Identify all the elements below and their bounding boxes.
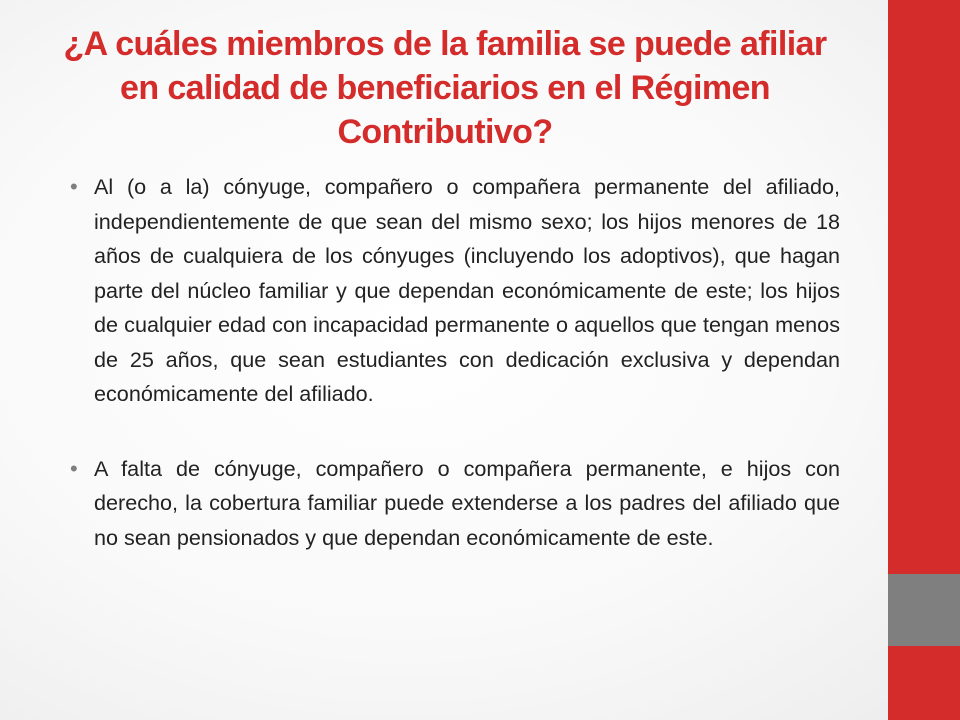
bullet-item	[70, 170, 840, 412]
bullet-text: A falta de cónyuge, compañero o compañera permanente, e hijos con derecho, la cobertura familiar puede extenderse a los padres del afiliado que no sean pensionados y que dependan económicamente de este.	[94, 455, 840, 550]
bullet-item	[70, 452, 840, 556]
side-accent-bar-red-bottom	[888, 646, 960, 720]
side-accent-bar-red	[888, 0, 960, 574]
bullet-text: Al (o a la) cónyuge, compañero o compañera permanente del afiliado, independientemente de que sean del mismo sexo; los hijos menores de 18 años de cualquiera de los cónyuges (incluyendo los adoptivos), que hagan parte del núcleo familiar y que dependan económicamente de este; los hijos de cualquier edad con incapacidad permanente o aquellos que tengan menos de 25 años, que sean estudiantes con dedicación exclusiva y dependan económicamente del afiliado.	[94, 174, 840, 406]
bullet-marker: •	[70, 174, 78, 199]
bullet-marker: •	[70, 455, 78, 481]
side-accent-bar-gray	[888, 574, 960, 646]
bullet-list	[70, 170, 840, 595]
slide-title: ¿A cuáles miembros de la familia se puede afiliar en calidad de beneficiarios en el Régimen Contributivo?	[63, 25, 827, 151]
